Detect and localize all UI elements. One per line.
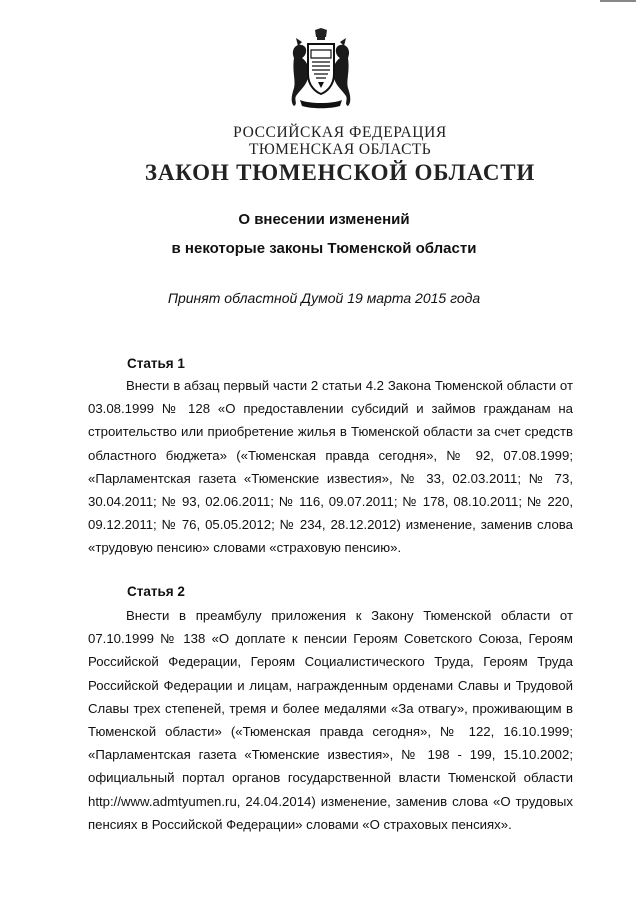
header-law-title: ЗАКОН ТЮМЕНСКОЙ ОБЛАСТИ (144, 160, 536, 185)
header-country: РОССИЙСКАЯ ФЕДЕРАЦИЯ (233, 124, 447, 141)
header-region: ТЮМЕНСКАЯ ОБЛАСТЬ (248, 141, 432, 158)
document-title-line-2: в некоторые законы Тюменской области (171, 240, 477, 257)
scan-corner-mark (600, 0, 636, 2)
article-1-heading: Статья 1 (127, 356, 185, 371)
tyumen-coat-of-arms-icon (288, 28, 354, 110)
article-2-heading: Статья 2 (127, 584, 185, 599)
document-title-line-1: О внесении изменений (238, 211, 410, 228)
article-2-body: Внести в преамбулу приложения к Закону Тюменской области от 07.10.1999 № 138 «О доплате к пенсии Героям Советского Союза, Героям Российской Федерации, Героям Социалистического Труда, Героям Труда Российской Федерации и лицам, награжденным орденами Славы и Трудовой Славы трех степеней, тремя и более медалями «За отвагу», проживающим в Тюменской области» («Тюменская правда сегодня», № 122, 16.10.1999; «Парламентская газета «Тюменские известия», № 198 - 199, 15.10.2002; официальный портал органов государственной власти Тюменской области http://www.admtyumen.ru, 24.04.2014) изменение, заменив слова «О трудовых пенсиях в Российской Федерации» словами «О страховых пенсиях». (88, 608, 573, 832)
article-1-body: Внести в абзац первый части 2 статьи 4.2 Закона Тюменской области от 03.08.1999 № 128 «О предоставлении субсидий и займов гражданам на строительство или приобретение жилья в Тюменской области за счет средств областного бюджета» («Тюменская правда сегодня», № 92, 07.08.1999; «Парламентская газета «Тюменские известия», № 33, 02.03.2011; № 73, 30.04.2011; № 93, 02.06.2011; № 116, 09.07.2011; № 178, 08.10.2011; № 220, 09.12.2011; № 76, 05.05.2012; № 234, 28.12.2012) изменение, заменив слова «трудовую пенсию» словами «страховую пенсию». (88, 378, 573, 556)
adoption-note: Принят областной Думой 19 марта 2015 года (167, 290, 481, 306)
